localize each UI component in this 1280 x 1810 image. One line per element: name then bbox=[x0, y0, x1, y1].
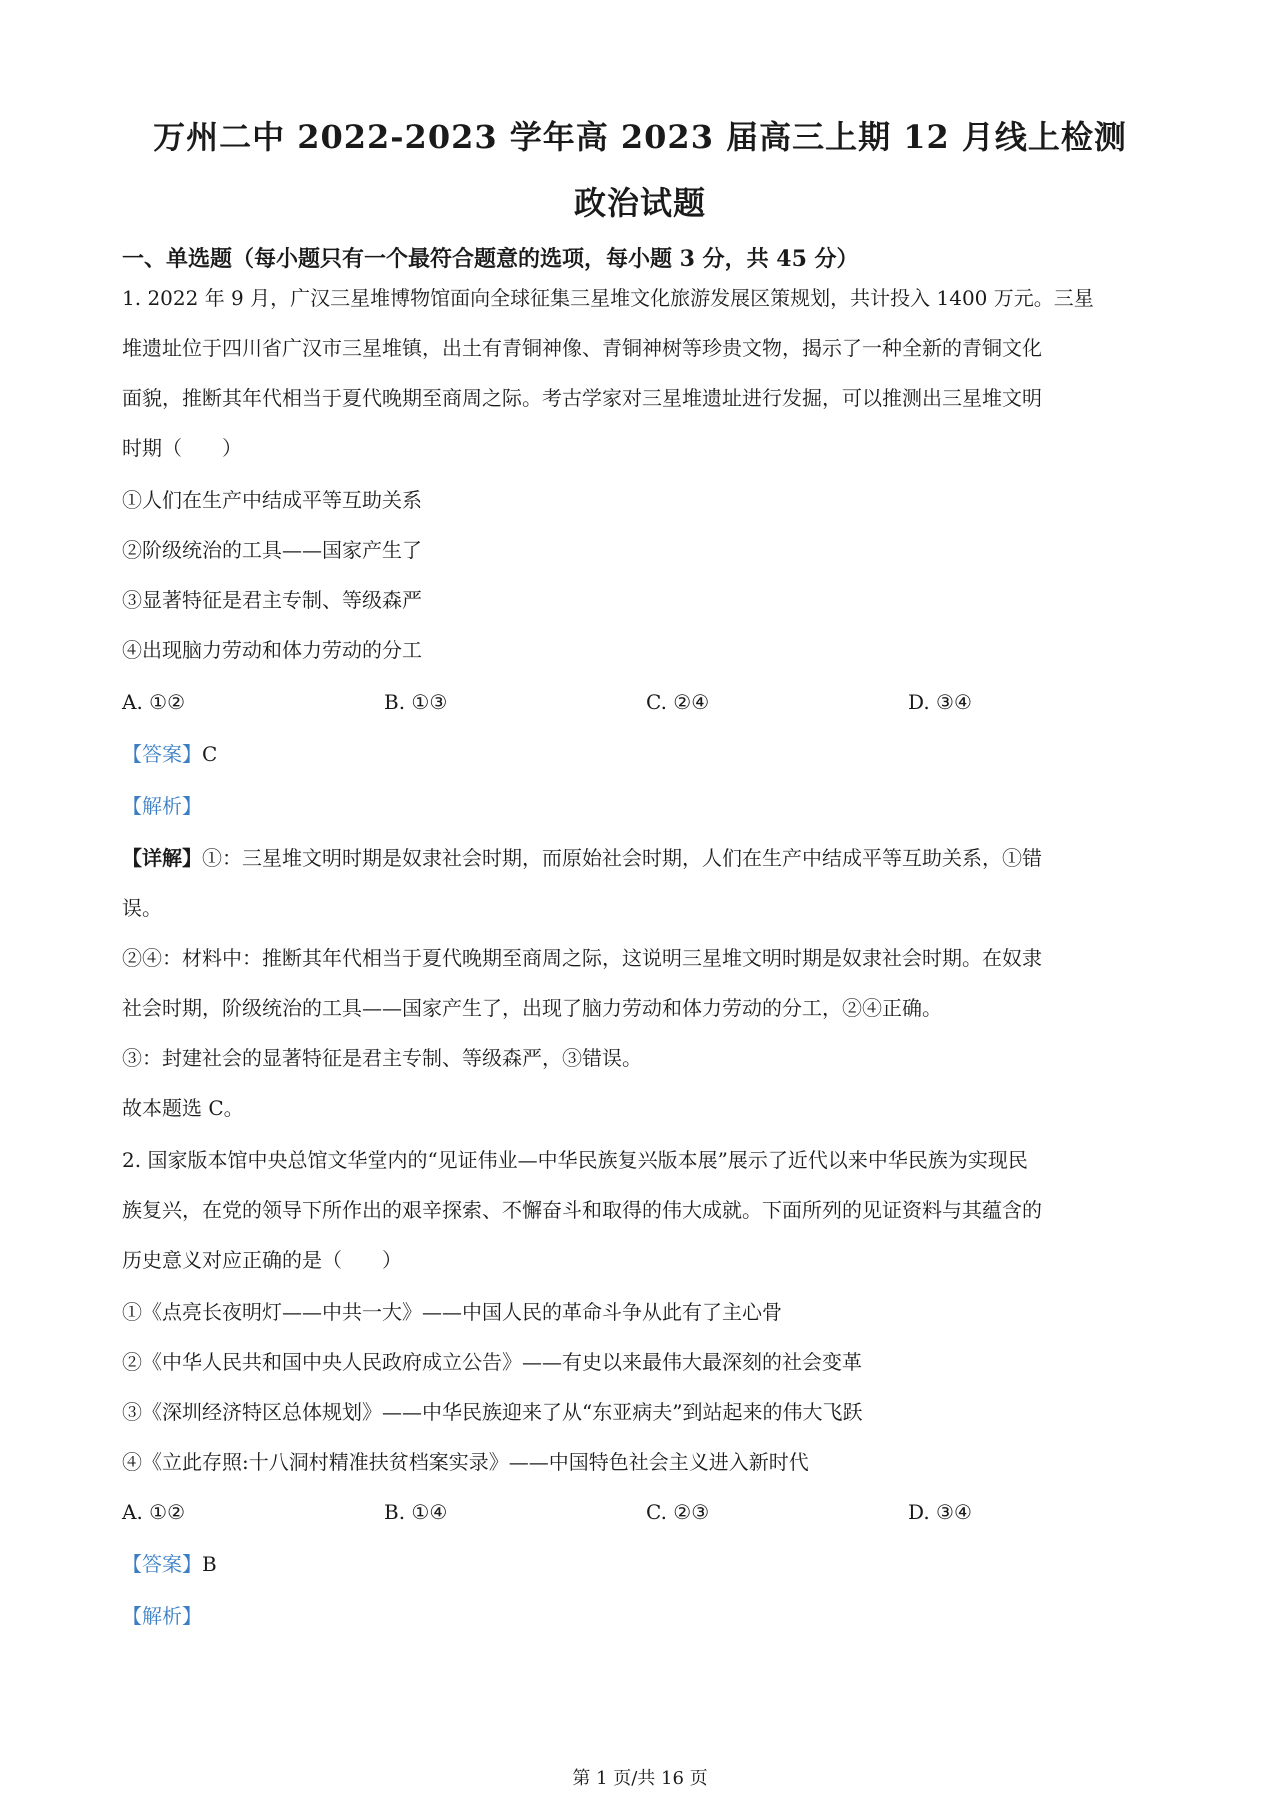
q1-statement: ②阶级统治的工具——国家产生了 bbox=[122, 538, 422, 562]
q1-statement: ③显著特征是君主专制、等级森严 bbox=[122, 588, 422, 612]
q1-option-a: A. ①② bbox=[122, 690, 186, 714]
q1-detail-line: ③：封建社会的显著特征是君主专制、等级森严，③错误。 bbox=[122, 1046, 642, 1070]
q2-option-a: A. ①② bbox=[122, 1500, 186, 1524]
q1-statement: ①人们在生产中结成平等互助关系 bbox=[122, 488, 422, 512]
q2-stem-line: 族复兴，在党的领导下所作出的艰辛探索、不懈奋斗和取得的伟大成就。下面所列的见证资料与其蕴含的 bbox=[122, 1198, 1042, 1222]
answer-tag: 【答案】 bbox=[122, 1552, 202, 1576]
q1-detail-line: 社会时期，阶级统治的工具——国家产生了，出现了脑力劳动和体力劳动的分工，②④正确。 bbox=[122, 996, 942, 1020]
q2-statement: ①《点亮长夜明灯——中共一大》——中国人民的革命斗争从此有了主心骨 bbox=[122, 1300, 782, 1324]
q2-option-b: B. ①④ bbox=[384, 1500, 448, 1524]
document-subtitle: 政治试题 bbox=[573, 184, 706, 222]
q2-statement: ②《中华人民共和国中央人民政府成立公告》——有史以来最伟大最深刻的社会变革 bbox=[122, 1350, 862, 1374]
page-footer: 第 1 页/共 16 页 bbox=[572, 1768, 708, 1789]
q2-analysis-tag: 【解析】 bbox=[122, 1604, 202, 1628]
answer-value: B bbox=[202, 1552, 217, 1576]
q1-detail-line: ②④：材料中：推断其年代相当于夏代晚期至商周之际，这说明三星堆文明时期是奴隶社会时期。在奴隶 bbox=[122, 946, 1042, 970]
q1-analysis-tag: 【解析】 bbox=[122, 794, 202, 818]
q1-stem-line: 堆遗址位于四川省广汉市三星堆镇，出土有青铜神像、青铜神树等珍贵文物，揭示了一种全新的青铜文化 bbox=[122, 336, 1042, 360]
q1-answer bbox=[122, 740, 217, 768]
q1-detail-line bbox=[122, 844, 1042, 872]
q2-statement: ④《立此存照:十八洞村精准扶贫档案实录》——中国特色社会主义进入新时代 bbox=[122, 1450, 809, 1474]
detail-text: ①：三星堆文明时期是奴隶社会时期，而原始社会时期，人们在生产中结成平等互助关系，①错 bbox=[202, 846, 1042, 870]
q1-stem-line: 时期（ ） bbox=[122, 436, 242, 460]
document-title: 万州二中 2022-2023 学年高 2023 届高三上期 12 月线上检测 bbox=[153, 118, 1127, 156]
q1-statement: ④出现脑力劳动和体力劳动的分工 bbox=[122, 638, 422, 662]
detail-tag: 【详解】 bbox=[122, 846, 202, 870]
q2-stem-line: 历史意义对应正确的是（ ） bbox=[122, 1248, 402, 1272]
q1-option-c: C. ②④ bbox=[646, 690, 710, 714]
q1-stem-line: 1. 2022 年 9 月，广汉三星堆博物馆面向全球征集三星堆文化旅游发展区策规划，共计投入 1400 万元。三星 bbox=[122, 286, 1094, 310]
q1-option-b: B. ①③ bbox=[384, 690, 448, 714]
q2-option-c: C. ②③ bbox=[646, 1500, 710, 1524]
answer-value: C bbox=[202, 742, 218, 766]
answer-tag: 【答案】 bbox=[122, 742, 202, 766]
q1-detail-line: 故本题选 C。 bbox=[122, 1096, 244, 1120]
q1-stem-line: 面貌，推断其年代相当于夏代晚期至商周之际。考古学家对三星堆遗址进行发掘，可以推测出三星堆文明 bbox=[122, 386, 1042, 410]
q1-detail-line: 误。 bbox=[122, 896, 162, 920]
q2-statement: ③《深圳经济特区总体规划》——中华民族迎来了从“东亚病夫”到站起来的伟大飞跃 bbox=[122, 1400, 863, 1424]
q2-stem-line: 2. 国家版本馆中央总馆文华堂内的“见证伟业—中华民族复兴版本展”展示了近代以来中华民族为实现民 bbox=[122, 1148, 1028, 1172]
section-title: 一、单选题（每小题只有一个最符合题意的选项，每小题 3 分，共 45 分） bbox=[122, 246, 859, 272]
q2-answer bbox=[122, 1550, 217, 1578]
q2-option-d: D. ③④ bbox=[908, 1500, 972, 1524]
q1-option-d: D. ③④ bbox=[908, 690, 972, 714]
